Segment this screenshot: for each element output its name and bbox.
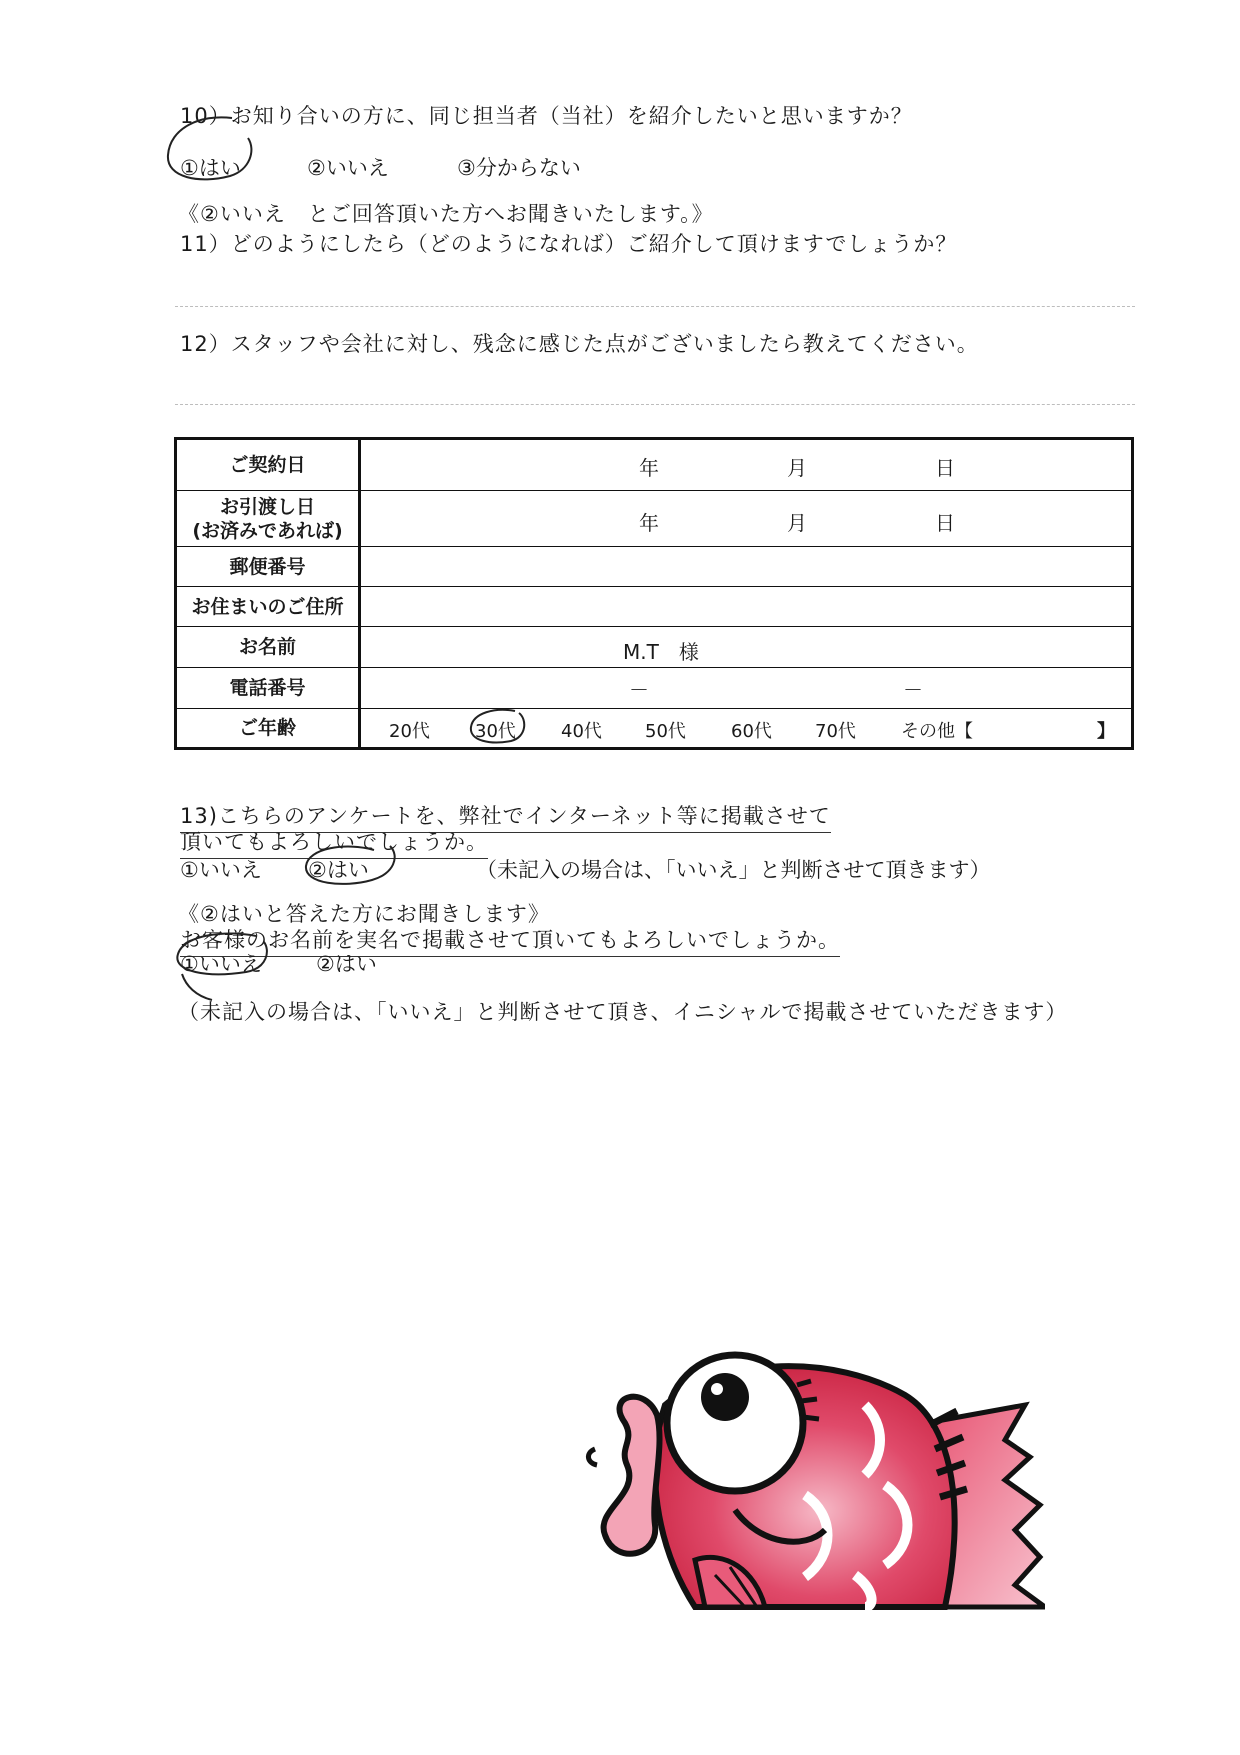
q13-sub-option-no[interactable]: ①いいえ [180, 952, 262, 976]
delivery-date-label [177, 491, 361, 546]
contract-month-unit: 月 [787, 456, 807, 480]
delivery-month-unit: 月 [787, 511, 807, 535]
age-30s-circle-mark [465, 705, 531, 749]
address-label: お住まいのご住所 [177, 587, 361, 626]
row-postal-code [177, 547, 1131, 587]
q10-question: 10）お知り合いの方に、同じ担当者（当社）を紹介したいと思いますか？ [180, 104, 913, 128]
q13-option-no[interactable]: ①いいえ [180, 858, 262, 882]
row-contract-date [177, 440, 1131, 491]
q10-option-no[interactable]: ②いいえ [307, 156, 389, 180]
delivery-day-unit: 日 [935, 511, 955, 535]
q13-final-note: （未記入の場合は、「いいえ」と判断させて頂き、イニシャルで掲載させていただきます） [178, 1000, 1068, 1024]
age-other[interactable]: その他【 [901, 721, 973, 742]
delivery-label-line1: お引渡し日 [219, 495, 315, 518]
contract-date-label: ご契約日 [177, 440, 361, 490]
age-40s[interactable]: 40代 [561, 721, 602, 742]
age-30s[interactable]: 30代 [475, 721, 516, 742]
q12-answer-line[interactable] [175, 404, 1135, 405]
q13-option-yes[interactable]: ②はい [308, 858, 369, 882]
q13-sub-no-circle-mark [168, 926, 278, 1002]
contract-day-unit: 日 [935, 456, 955, 480]
row-phone [177, 668, 1131, 709]
delivery-year-unit: 年 [639, 511, 659, 535]
age-60s[interactable]: 60代 [731, 721, 772, 742]
q11-intro: 《②いいえ とご回答頂いた方へお聞きいたします。》 [178, 202, 714, 226]
phone-dash-1: － [629, 678, 649, 702]
mascot-fish-illustration [585, 1345, 1045, 1610]
delivery-label-line2: (お済みであれば) [192, 519, 343, 542]
q10-option-unknown[interactable]: ③分からない [457, 156, 581, 180]
row-delivery-date [177, 491, 1131, 547]
q11-answer-line[interactable] [175, 306, 1135, 307]
row-age [177, 709, 1131, 747]
age-70s[interactable]: 70代 [815, 721, 856, 742]
row-address [177, 587, 1131, 627]
age-label: ご年齢 [177, 709, 361, 747]
row-name [177, 627, 1131, 668]
q13-yes-circle-mark [296, 836, 406, 896]
q10-yes-circle-mark [160, 110, 260, 190]
age-50s[interactable]: 50代 [645, 721, 686, 742]
q13-note: （未記入の場合は、「いいえ」と判断させて頂きます） [476, 858, 991, 882]
q10-option-yes[interactable]: ①はい [180, 156, 241, 180]
q13-sub-intro: 《②はいと答えた方にお聞きします》 [178, 902, 550, 926]
phone-dash-2: － [903, 678, 923, 702]
phone-label: 電話番号 [177, 668, 361, 708]
q11-question: 11）どのようにしたら（どのようになれば）ご紹介して頂けますでしょうか？ [180, 232, 958, 256]
q13-question-line1: 13)こちらのアンケートを、弊社でインターネット等に掲載させて [180, 800, 831, 833]
customer-info-table [174, 437, 1134, 750]
q13-sub-option-yes[interactable]: ②はい [316, 952, 377, 976]
q13-question-line2: 頂いてもよろしいでしょうか。 [180, 826, 488, 859]
age-20s[interactable]: 20代 [389, 721, 430, 742]
q13-sub-question: お客様のお名前を実名で掲載させて頂いてもよろしいでしょうか。 [180, 924, 840, 957]
q12-question: 12）スタッフや会社に対し、残念に感じた点がございましたら教えてください。 [180, 332, 979, 356]
name-label: お名前 [177, 627, 361, 667]
age-other-close: 】 [1097, 721, 1115, 742]
contract-year-unit: 年 [639, 456, 659, 480]
name-value: M.T 様 [623, 640, 699, 664]
postal-code-label: 郵便番号 [177, 547, 361, 586]
